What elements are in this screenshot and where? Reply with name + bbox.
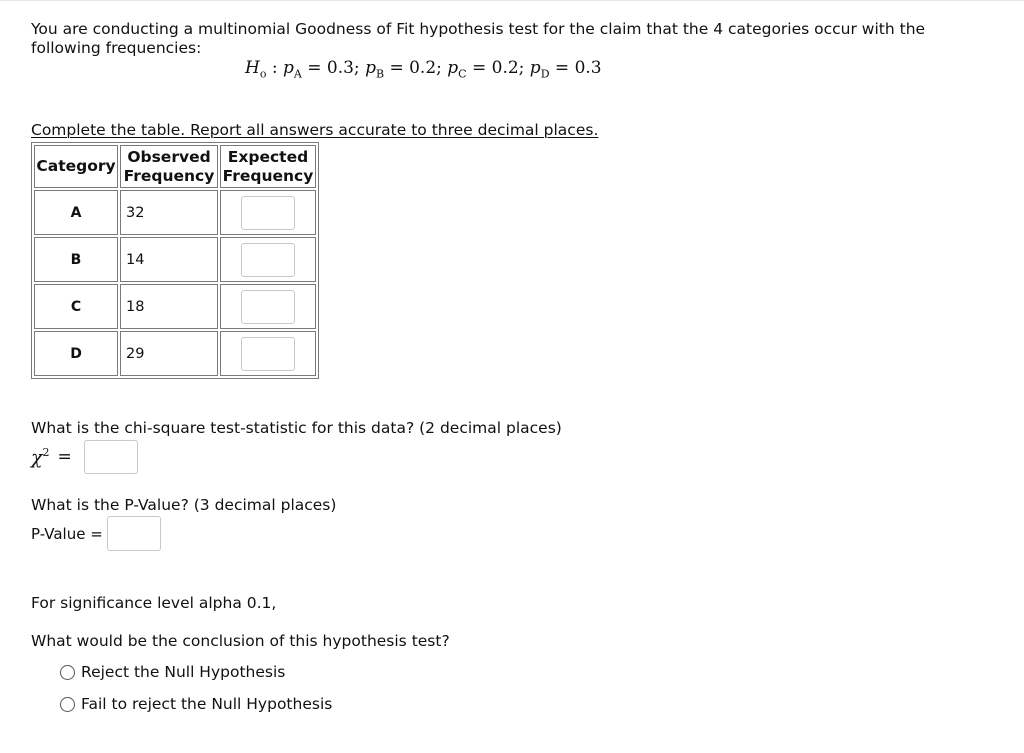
option-label: Reject the Null Hypothesis <box>81 663 286 681</box>
header-observed-line2: Frequency <box>123 166 215 185</box>
table-header-row <box>34 145 316 188</box>
header-expected <box>220 145 316 188</box>
term-p: p <box>447 58 459 78</box>
term-p: p <box>529 58 541 78</box>
null-hypothesis <box>245 58 602 80</box>
category-cell: A <box>34 190 118 235</box>
radio-button[interactable] <box>60 665 75 680</box>
intro-text: You are conducting a multinomial Goodness of Fit hypothesis test for the claim that the 4 categories occur with the following frequencies: <box>31 20 926 57</box>
significance-level-text: For significance level alpha 0.1, <box>31 594 277 612</box>
chi-letter: χ <box>31 446 43 469</box>
observed-cell: 14 <box>120 237 218 282</box>
expected-input[interactable] <box>241 290 295 324</box>
chi-symbol <box>31 446 50 468</box>
term-value: = 0.3; <box>301 58 366 78</box>
expected-input[interactable] <box>241 337 295 371</box>
table-instructions: Complete the table. Report all answers accurate to three decimal places. <box>31 121 599 139</box>
term-value: = 0.3 <box>549 58 602 78</box>
expected-input[interactable] <box>241 243 295 277</box>
option-label: Fail to reject the Null Hypothesis <box>81 695 333 713</box>
term-sub: D <box>540 67 550 81</box>
hypothesis-h: H <box>245 58 260 78</box>
expected-cell <box>220 331 316 376</box>
frequency-table <box>31 142 319 379</box>
expected-cell <box>220 237 316 282</box>
header-observed <box>120 145 218 188</box>
option-fail-to-reject-null[interactable] <box>60 695 332 713</box>
chi-square-input[interactable] <box>84 440 138 474</box>
hypothesis-colon: : <box>266 58 283 78</box>
term-sub: B <box>375 67 385 81</box>
observed-cell: 18 <box>120 284 218 329</box>
header-category: Category <box>34 145 118 188</box>
term-p: p <box>283 58 294 78</box>
p-value-question: What is the P-Value? (3 decimal places) <box>31 496 337 514</box>
header-expected-line1: Expected <box>227 147 309 166</box>
expected-cell <box>220 190 316 235</box>
category-cell: B <box>34 237 118 282</box>
p-value-label: P-Value = <box>31 524 103 543</box>
observed-cell: 32 <box>120 190 218 235</box>
p-value-input[interactable] <box>107 516 161 551</box>
term-p: p <box>365 58 376 78</box>
table-row <box>34 331 316 376</box>
p-value-answer-row <box>31 516 161 551</box>
top-divider <box>0 0 1024 1</box>
term-value: = 0.2; <box>384 58 448 78</box>
hypothesis-h-sub: o <box>259 67 267 81</box>
frequency-table-container <box>31 142 319 379</box>
term-sub: C <box>458 67 467 81</box>
radio-button[interactable] <box>60 697 75 712</box>
header-expected-line2: Frequency <box>222 166 314 185</box>
term-sub: A <box>293 67 302 81</box>
option-reject-null[interactable] <box>60 663 285 681</box>
category-cell: D <box>34 331 118 376</box>
expected-cell <box>220 284 316 329</box>
header-observed-line1: Observed <box>127 147 211 166</box>
category-cell: C <box>34 284 118 329</box>
chi-superscript: 2 <box>42 445 50 459</box>
observed-cell: 29 <box>120 331 218 376</box>
expected-input[interactable] <box>241 196 295 230</box>
term-value: = 0.2; <box>466 58 530 78</box>
chi-square-question: What is the chi-square test-statistic for this data? (2 decimal places) <box>31 419 562 437</box>
conclusion-question: What would be the conclusion of this hypothesis test? <box>31 632 450 650</box>
table-row <box>34 284 316 329</box>
table-row <box>34 190 316 235</box>
chi-equals: = <box>57 447 72 467</box>
chi-square-answer-row <box>31 440 138 474</box>
table-row <box>34 237 316 282</box>
